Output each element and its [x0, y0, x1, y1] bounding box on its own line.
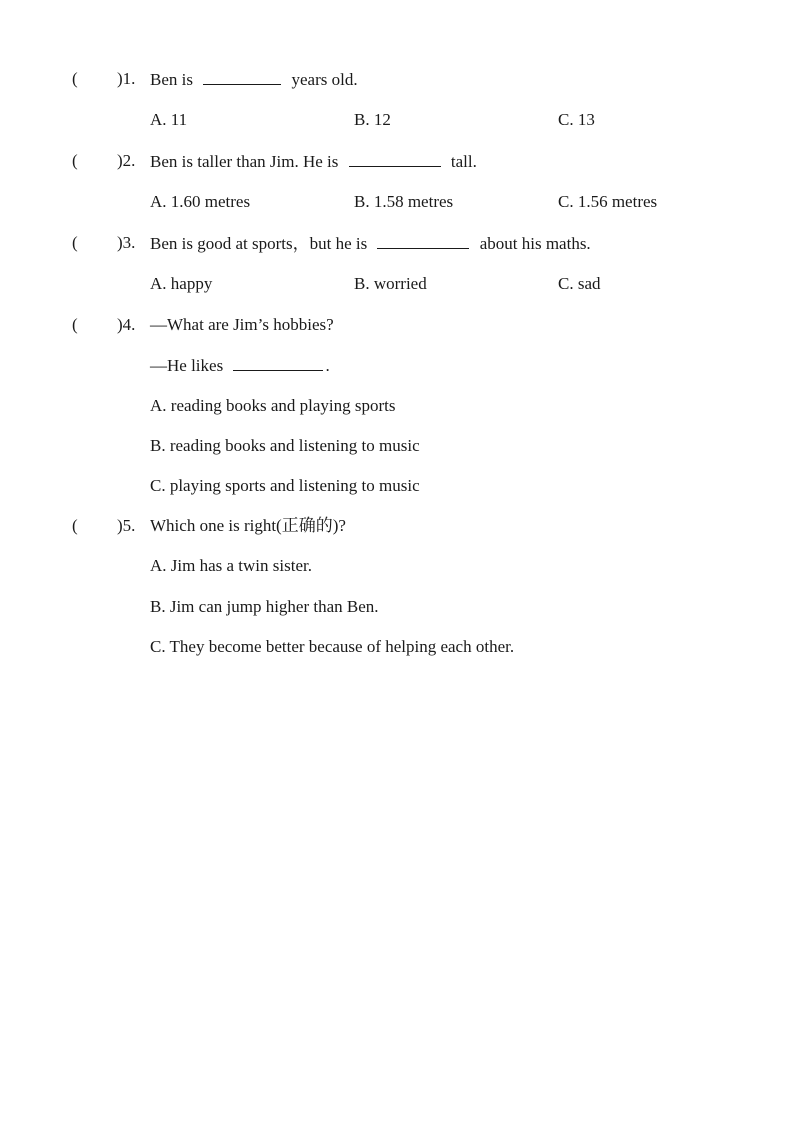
option-c[interactable]: C. 13 — [558, 110, 595, 129]
answer-paren[interactable]: ( — [72, 69, 78, 88]
answer-paren[interactable]: ( — [72, 315, 78, 334]
stem-text: . — [325, 356, 330, 375]
question-subline — [150, 354, 330, 377]
option-c[interactable]: C. sad — [558, 274, 601, 293]
option-b[interactable]: B. worried — [354, 274, 427, 293]
question-number: )2. — [117, 151, 136, 170]
option-b[interactable]: B. reading books and listening to music — [150, 436, 420, 455]
option-b[interactable]: B. 12 — [354, 110, 391, 129]
stem-text: —He likes — [150, 356, 224, 375]
answer-blank[interactable] — [233, 354, 323, 371]
question-stem — [150, 232, 591, 255]
stem-text: Ben is taller than Jim. He is — [150, 152, 339, 171]
option-a[interactable]: A. Jim has a twin sister. — [150, 556, 312, 575]
question-stem — [150, 68, 358, 91]
stem-text: Ben is good at sports，but he is — [150, 234, 368, 253]
answer-blank[interactable] — [377, 232, 469, 249]
option-c[interactable]: C. They become better because of helping each other. — [150, 637, 515, 656]
option-b[interactable]: B. Jim can jump higher than Ben. — [150, 597, 379, 616]
answer-paren[interactable]: ( — [72, 516, 78, 535]
answer-blank[interactable] — [203, 68, 281, 85]
stem-text: Ben is — [150, 70, 193, 89]
question-number: )4. — [117, 315, 136, 334]
option-a[interactable]: A. happy — [150, 274, 213, 293]
stem-text: years old. — [291, 70, 358, 89]
question-number: )1. — [117, 69, 136, 88]
stem-text: tall. — [450, 152, 477, 171]
answer-paren[interactable]: ( — [72, 151, 78, 170]
answer-blank[interactable] — [349, 150, 441, 167]
option-a[interactable]: A. reading books and playing sports — [150, 396, 396, 415]
question-number: )3. — [117, 233, 136, 252]
option-a[interactable]: A. 1.60 metres — [150, 192, 251, 211]
question-stem: Which one is right(正确的)? — [150, 516, 346, 535]
question-number: )5. — [117, 516, 136, 535]
option-c[interactable]: C. 1.56 metres — [558, 192, 658, 211]
answer-paren[interactable]: ( — [72, 233, 78, 252]
option-c[interactable]: C. playing sports and listening to music — [150, 476, 420, 495]
stem-text: about his maths. — [479, 234, 591, 253]
option-a[interactable]: A. 11 — [150, 110, 188, 129]
option-b[interactable]: B. 1.58 metres — [354, 192, 454, 211]
question-stem: —What are Jim’s hobbies? — [150, 315, 334, 334]
question-stem — [150, 150, 477, 173]
